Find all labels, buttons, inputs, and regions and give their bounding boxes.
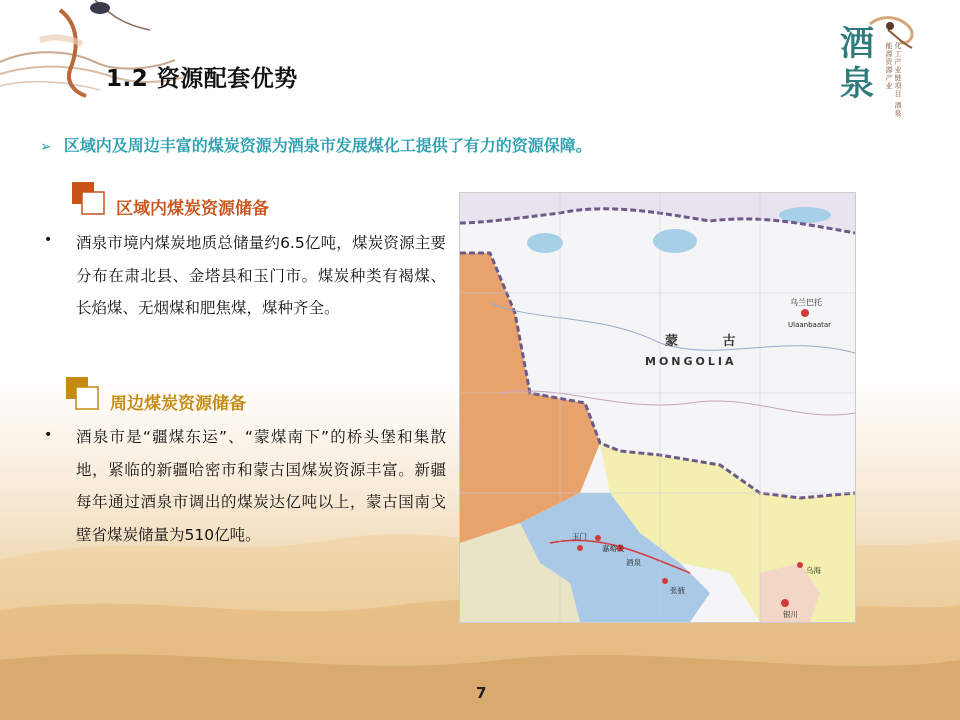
page-number: 7 bbox=[476, 684, 487, 702]
map-country-cn: 蒙 古 bbox=[665, 334, 756, 349]
logo-brand-text: 酒 泉 bbox=[840, 24, 874, 104]
map-ulaanbaatar-cn: 乌兰巴托 bbox=[790, 298, 822, 307]
page-title: 1.2 资源配套优势 bbox=[106, 66, 298, 92]
map-wuhai: 乌海 bbox=[806, 566, 821, 575]
map-zhangye: 张掖 bbox=[670, 586, 685, 595]
map-jiayuguan: 嘉峪关 bbox=[602, 544, 625, 553]
map-jiuquan: 酒泉 bbox=[626, 558, 641, 567]
lead-statement bbox=[40, 133, 592, 156]
section-text-local: 酒泉市境内煤炭地质总储量约6.5亿吨，煤炭资源主要分布在肃北县、金塔县和玉门市。煤炭种类有褐煤、长焰煤、无烟煤和肥焦煤，煤种齐全。 bbox=[76, 234, 446, 317]
bullet-icon: • bbox=[44, 427, 53, 443]
map-country-en: MONGOLIA bbox=[645, 355, 737, 368]
section-heading-surrounding: 周边煤炭资源储备 bbox=[110, 394, 246, 414]
logo-subtitle: 化工产业链项目 酒泉能源资源产业 bbox=[885, 42, 902, 118]
section-marker-icon bbox=[64, 375, 104, 415]
bullet-icon: • bbox=[44, 232, 53, 248]
map-yumen: 玉门 bbox=[572, 532, 587, 541]
section-heading-local: 区域内煤炭资源储备 bbox=[116, 199, 269, 219]
map-ulaanbaatar-en: Ulaanbaatar bbox=[788, 321, 832, 329]
brand-logo bbox=[840, 12, 920, 122]
corner-ornament bbox=[0, 0, 210, 110]
section-marker-icon bbox=[70, 180, 110, 220]
section-text-surrounding: 酒泉市是“疆煤东运”、“蒙煤南下”的桥头堡和集散地，紧临的新疆哈密市和蒙古国煤炭资源丰富。新疆每年通过酒泉市调出的煤炭达亿吨以上，蒙古国南戈壁省煤炭储量为510亿吨。 bbox=[76, 428, 446, 544]
map-yinchuan: 银川 bbox=[783, 610, 798, 619]
region-map bbox=[459, 192, 856, 623]
arrow-bullet-icon: ➢ bbox=[40, 139, 52, 155]
lead-text: 区域内及周边丰富的煤炭资源为酒泉市发展煤化工提供了有力的资源保障。 bbox=[63, 136, 592, 155]
